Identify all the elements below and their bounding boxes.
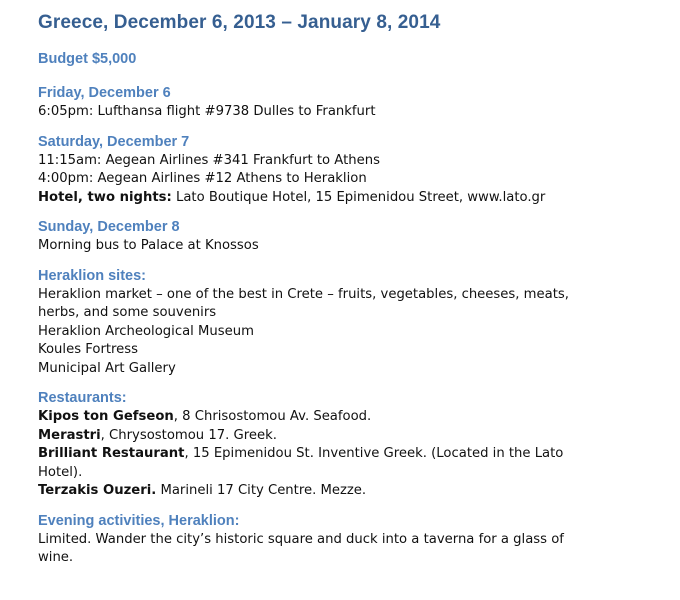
itinerary-line: 6:05pm: Lufthansa flight #9738 Dulles to Frankfurt [38,104,376,119]
section-heading: Saturday, December 7 [38,133,190,150]
site-line: Municipal Art Gallery [38,360,176,376]
itinerary-line: Morning bus to Palace at Knossos [38,238,259,253]
section-heading: Heraklion sites: [38,267,146,284]
document-title: Greece, December 6, 2013 – January 8, 2014 [38,12,441,33]
section-restaurants [38,389,668,501]
document-page [38,10,668,579]
section-saturday [38,133,668,208]
activity-line: Limited. Wander the city’s historic square and duck into a taverna for a glass of wine. [38,531,564,565]
restaurant-line: Kipos ton Gefseon, 8 Chrisostomou Av. Seafood. [38,409,372,424]
restaurant-line: Terzakis Ouzeri. Marineli 17 City Centre. Mezze. [38,483,367,498]
section-heading: Friday, December 6 [38,85,171,101]
section-heading: Restaurants: [38,390,127,406]
section-heading: Evening activities, Heraklion: [38,512,240,529]
site-line: Heraklion Archeological Museum [38,323,254,339]
itinerary-line: 4:00pm: Aegean Airlines #12 Athens to Heraklion [38,171,367,186]
hotel-line: Hotel, two nights: Lato Boutique Hotel, 15 Epimenidou Street, www.lato.gr [38,189,546,205]
itinerary-line: 11:15am: Aegean Airlines #341 Frankfurt to Athens [38,152,380,168]
section-evening-activities [38,512,668,568]
section-sunday [38,218,668,256]
section-heading: Sunday, December 8 [38,219,180,235]
site-line: Koules Fortress [38,342,139,357]
section-heraklion-sites [38,267,668,379]
budget-heading: Budget $5,000 [38,51,137,67]
site-line: Heraklion market – one of the best in Crete – fruits, vegetables, cheeses, meats, herbs, and some souvenirs [38,286,569,320]
restaurant-line: Merastri, Chrysostomou 17. Greek. [38,427,277,443]
restaurant-line: Brilliant Restaurant, 15 Epimenidou St. Inventive Greek. (Located in the Lato Hotel). [38,446,564,480]
section-friday [38,84,668,122]
